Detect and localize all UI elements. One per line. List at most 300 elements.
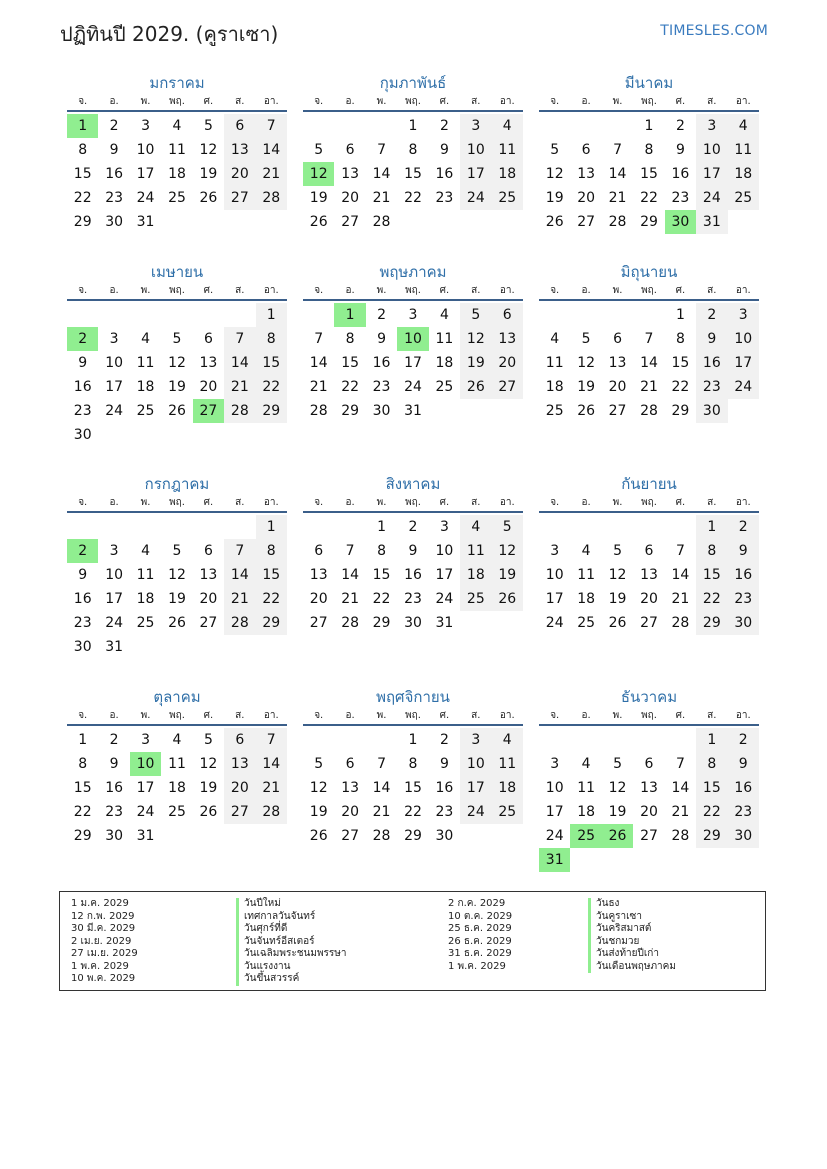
- month-name: ธันวาคม: [620, 688, 678, 706]
- day-cell: 29: [73, 828, 92, 844]
- day-cell: 6: [492, 303, 523, 327]
- weekday-label: ศ.: [675, 285, 686, 296]
- day-cell: 29: [256, 611, 287, 635]
- day-cell: 6: [644, 543, 654, 559]
- legend-holiday-name: วันส่งท้ายปีเก่า: [588, 948, 676, 961]
- day-cell: 22: [256, 587, 287, 611]
- day-grid: [539, 114, 759, 234]
- day-cell: 27: [341, 828, 360, 844]
- day-cell: 23: [435, 804, 454, 820]
- day-cell: 5: [314, 756, 324, 772]
- day-cell: 10: [136, 142, 155, 158]
- day-cell: 18: [168, 166, 186, 182]
- day-cell: 3: [460, 728, 491, 752]
- legend-holiday-name: วันคริสมาสต์: [588, 923, 676, 936]
- month-name: กันยายน: [621, 475, 677, 493]
- day-cell: 1: [408, 118, 418, 134]
- empty-cell: [633, 728, 664, 752]
- day-cell: 19: [309, 804, 328, 820]
- holiday-day-cell: 27: [193, 399, 224, 423]
- day-cell: 2: [408, 519, 418, 535]
- page-title: ปฏิทินปี 2029. (คูราเซา): [60, 22, 279, 46]
- day-cell: 17: [404, 355, 422, 371]
- day-cell: 15: [256, 563, 287, 587]
- month-block: [539, 473, 759, 635]
- day-cell: 23: [435, 190, 454, 206]
- weekday-label: อ.: [109, 285, 119, 296]
- day-cell: 7: [224, 539, 255, 563]
- day-cell: 28: [671, 828, 690, 844]
- day-cell: 28: [256, 186, 287, 210]
- month-name: มีนาคม: [624, 74, 674, 92]
- day-cell: 25: [728, 186, 759, 210]
- day-cell: 1: [696, 728, 727, 752]
- day-cell: 23: [73, 403, 92, 419]
- weekday-label: อา.: [735, 710, 751, 721]
- day-cell: 3: [728, 303, 759, 327]
- weekday-label: จ.: [78, 710, 88, 721]
- day-cell: 21: [309, 379, 328, 395]
- day-cell: 21: [372, 190, 391, 206]
- day-cell: 27: [640, 828, 658, 844]
- day-cell: 24: [460, 800, 491, 824]
- day-cell: 15: [256, 351, 287, 375]
- legend-date: 1 ม.ค. 2029: [71, 898, 129, 909]
- weekday-label: พ.: [140, 285, 151, 296]
- day-cell: 11: [168, 756, 186, 772]
- day-cell: 9: [728, 539, 759, 563]
- day-cell: 19: [199, 166, 218, 182]
- day-cell: 27: [608, 403, 627, 419]
- day-cell: 19: [309, 190, 328, 206]
- month-block: [303, 686, 523, 848]
- empty-cell: [602, 515, 633, 539]
- legend-names-left: [236, 898, 347, 986]
- day-cell: 9: [78, 567, 88, 583]
- month-block: [67, 261, 287, 447]
- day-cell: 2: [696, 303, 727, 327]
- day-cell: 9: [439, 756, 449, 772]
- day-cell: 14: [372, 780, 391, 796]
- day-cell: 4: [550, 331, 560, 347]
- legend-names-right: [588, 898, 676, 973]
- day-cell: 5: [550, 142, 560, 158]
- day-cell: 21: [341, 591, 360, 607]
- day-cell: 12: [608, 567, 627, 583]
- day-cell: 13: [640, 780, 658, 796]
- day-cell: 29: [671, 403, 690, 419]
- day-cell: 26: [199, 804, 218, 820]
- day-cell: 26: [309, 828, 328, 844]
- holiday-day-cell: 1: [67, 114, 98, 138]
- day-cell: 19: [199, 780, 218, 796]
- day-cell: 1: [675, 307, 685, 323]
- day-cell: 30: [435, 828, 454, 844]
- day-cell: 25: [492, 800, 523, 824]
- day-cell: 15: [671, 355, 690, 371]
- legend-date: 2 ก.ค. 2029: [448, 898, 506, 909]
- day-cell: 6: [314, 543, 324, 559]
- day-cell: 1: [644, 118, 654, 134]
- empty-cell: [665, 728, 696, 752]
- weekday-label: ส.: [471, 497, 481, 508]
- month-name: กุมภาพันธ์: [379, 74, 447, 92]
- weekday-label: จ.: [550, 285, 560, 296]
- day-cell: 26: [545, 214, 564, 230]
- month-name: ตุลาคม: [153, 688, 201, 706]
- month-block: [67, 686, 287, 848]
- weekday-header: [303, 283, 523, 301]
- legend-holiday-name: วันเดือนพฤษภาคม: [588, 961, 676, 974]
- day-cell: 30: [728, 611, 759, 635]
- day-cell: 17: [435, 567, 454, 583]
- day-cell: 15: [73, 780, 92, 796]
- day-grid: [303, 728, 523, 848]
- empty-cell: [224, 515, 255, 539]
- holiday-day-cell: 10: [130, 752, 161, 776]
- day-cell: 17: [460, 776, 491, 800]
- weekday-label: ศ.: [439, 497, 450, 508]
- day-cell: 10: [105, 567, 124, 583]
- legend-date: 1 พ.ค. 2029: [71, 960, 129, 972]
- weekday-label: จ.: [314, 285, 324, 296]
- legend-holiday-name: เทศกาลวันจันทร์: [236, 911, 347, 924]
- day-cell: 30: [404, 615, 422, 631]
- day-cell: 1: [78, 732, 88, 748]
- day-cell: 11: [577, 567, 596, 583]
- day-cell: 7: [675, 756, 685, 772]
- day-cell: 19: [460, 351, 491, 375]
- month-block: [67, 72, 287, 234]
- day-cell: 15: [404, 166, 422, 182]
- weekday-label: อ.: [345, 710, 355, 721]
- day-cell: 25: [136, 615, 155, 631]
- empty-cell: [633, 515, 664, 539]
- day-cell: 22: [404, 804, 422, 820]
- holiday-day-cell: 2: [67, 539, 98, 563]
- holiday-day-cell: 31: [539, 848, 570, 872]
- month-name: พฤศจิกายน: [376, 688, 450, 706]
- weekday-label: อ.: [581, 285, 591, 296]
- day-cell: 10: [435, 543, 454, 559]
- day-cell: 22: [372, 591, 391, 607]
- weekday-label: อา.: [263, 710, 279, 721]
- day-cell: 22: [73, 190, 92, 206]
- day-cell: 15: [341, 355, 360, 371]
- day-cell: 5: [613, 543, 623, 559]
- day-cell: 21: [671, 804, 690, 820]
- day-cell: 14: [224, 351, 255, 375]
- day-cell: 17: [136, 166, 155, 182]
- holiday-day-cell: 26: [602, 824, 633, 848]
- weekday-label: อา.: [735, 285, 751, 296]
- day-cell: 7: [345, 543, 355, 559]
- day-cell: 4: [581, 543, 591, 559]
- empty-cell: [602, 728, 633, 752]
- day-cell: 9: [78, 355, 88, 371]
- day-cell: 30: [73, 639, 92, 655]
- day-cell: 19: [608, 591, 627, 607]
- day-cell: 24: [136, 190, 155, 206]
- day-cell: 19: [608, 804, 627, 820]
- day-cell: 7: [644, 331, 654, 347]
- weekday-label: จ.: [314, 96, 324, 107]
- weekday-label: พ.: [376, 96, 387, 107]
- day-cell: 21: [372, 804, 391, 820]
- day-cell: 22: [256, 375, 287, 399]
- brand-link[interactable]: TIMESLES.COM: [660, 23, 768, 39]
- weekday-label: อ.: [345, 497, 355, 508]
- day-cell: 18: [492, 162, 523, 186]
- day-cell: 31: [136, 828, 155, 844]
- day-cell: 6: [613, 331, 623, 347]
- month-name: เมษายน: [150, 263, 204, 281]
- day-cell: 7: [613, 142, 623, 158]
- weekday-label: พฤ.: [405, 96, 421, 107]
- weekday-label: พฤ.: [169, 96, 185, 107]
- day-cell: 27: [199, 615, 218, 631]
- day-cell: 24: [105, 403, 124, 419]
- day-cell: 10: [460, 138, 491, 162]
- day-cell: 25: [492, 186, 523, 210]
- month-block: [539, 72, 759, 234]
- weekday-label: ส.: [707, 285, 717, 296]
- weekday-label: พ.: [140, 710, 151, 721]
- day-cell: 12: [577, 355, 596, 371]
- weekday-label: พฤ.: [405, 710, 421, 721]
- day-cell: 20: [341, 190, 360, 206]
- day-cell: 8: [256, 539, 287, 563]
- day-cell: 15: [372, 567, 391, 583]
- legend-holiday-name: วันศุกร์ที่ดี: [236, 923, 347, 936]
- day-cell: 24: [404, 379, 422, 395]
- day-cell: 9: [377, 331, 387, 347]
- day-cell: 7: [675, 543, 685, 559]
- day-cell: 18: [136, 379, 155, 395]
- day-cell: 21: [224, 587, 255, 611]
- weekday-label: ศ.: [439, 285, 450, 296]
- weekday-label: อา.: [263, 96, 279, 107]
- day-cell: 5: [613, 756, 623, 772]
- weekday-label: พฤ.: [641, 497, 657, 508]
- empty-cell: [303, 303, 334, 327]
- day-cell: 20: [608, 379, 627, 395]
- day-cell: 8: [696, 539, 727, 563]
- empty-cell: [539, 728, 570, 752]
- weekday-header: [303, 94, 523, 112]
- day-cell: 8: [256, 327, 287, 351]
- day-cell: 4: [581, 756, 591, 772]
- day-cell: 28: [671, 615, 690, 631]
- day-cell: 13: [492, 327, 523, 351]
- day-cell: 18: [545, 379, 564, 395]
- day-grid: [67, 728, 287, 848]
- empty-cell: [334, 728, 365, 752]
- month-block: [539, 686, 759, 872]
- legend-holiday-name: วันชกมวย: [588, 936, 676, 949]
- day-cell: 16: [696, 351, 727, 375]
- day-cell: 13: [199, 567, 218, 583]
- month-name: มกราคม: [149, 74, 205, 92]
- day-cell: 15: [696, 776, 727, 800]
- weekday-label: พ.: [376, 710, 387, 721]
- legend-date: 25 ธ.ค. 2029: [448, 923, 512, 934]
- month-name: พฤษภาคม: [379, 263, 447, 281]
- day-cell: 18: [435, 355, 454, 371]
- day-cell: 25: [435, 379, 454, 395]
- weekday-header: [67, 94, 287, 112]
- day-cell: 19: [577, 379, 596, 395]
- day-cell: 2: [439, 732, 449, 748]
- day-cell: 22: [341, 379, 360, 395]
- legend-holiday-name: วันจันทร์อีสเตอร์: [236, 936, 347, 949]
- day-cell: 13: [608, 355, 627, 371]
- weekday-label: พ.: [140, 96, 151, 107]
- day-cell: 19: [168, 379, 186, 395]
- day-cell: 24: [435, 591, 454, 607]
- day-cell: 30: [105, 828, 124, 844]
- day-cell: 21: [671, 591, 690, 607]
- legend-date: 31 ธ.ค. 2029: [448, 948, 512, 959]
- day-cell: 17: [545, 591, 564, 607]
- day-cell: 18: [492, 776, 523, 800]
- day-cell: 2: [728, 728, 759, 752]
- day-cell: 22: [696, 800, 727, 824]
- day-cell: 4: [492, 728, 523, 752]
- weekday-label: พ.: [612, 710, 623, 721]
- day-grid: [303, 114, 523, 234]
- day-cell: 16: [372, 355, 391, 371]
- weekday-label: พฤ.: [169, 497, 185, 508]
- day-cell: 10: [696, 138, 727, 162]
- day-cell: 18: [577, 591, 596, 607]
- legend-holiday-name: วันธง: [588, 898, 676, 911]
- empty-cell: [602, 303, 633, 327]
- day-cell: 16: [73, 591, 92, 607]
- empty-cell: [633, 303, 664, 327]
- day-cell: 29: [341, 403, 360, 419]
- day-cell: 31: [696, 210, 727, 234]
- day-cell: 17: [545, 804, 564, 820]
- day-cell: 14: [671, 567, 690, 583]
- day-cell: 16: [105, 780, 124, 796]
- weekday-label: อา.: [735, 497, 751, 508]
- holiday-day-cell: 30: [665, 210, 696, 234]
- day-cell: 11: [492, 138, 523, 162]
- empty-cell: [602, 114, 633, 138]
- day-cell: 25: [168, 190, 186, 206]
- weekday-label: ศ.: [675, 96, 686, 107]
- weekday-label: อา.: [499, 96, 515, 107]
- month-block: [303, 72, 523, 234]
- day-cell: 5: [581, 331, 591, 347]
- day-cell: 23: [671, 190, 690, 206]
- day-cell: 24: [136, 804, 155, 820]
- day-cell: 7: [256, 114, 287, 138]
- day-cell: 25: [136, 403, 155, 419]
- weekday-label: จ.: [78, 96, 88, 107]
- weekday-header: [539, 94, 759, 112]
- weekday-label: พฤ.: [169, 710, 185, 721]
- day-cell: 3: [550, 756, 560, 772]
- weekday-header: [303, 708, 523, 726]
- day-cell: 15: [404, 780, 422, 796]
- day-cell: 6: [345, 756, 355, 772]
- day-cell: 24: [728, 375, 759, 399]
- weekday-label: ส.: [707, 96, 717, 107]
- day-cell: 29: [696, 824, 727, 848]
- day-cell: 30: [372, 403, 391, 419]
- weekday-label: จ.: [550, 710, 560, 721]
- day-cell: 11: [168, 142, 186, 158]
- day-cell: 8: [345, 331, 355, 347]
- empty-cell: [67, 515, 98, 539]
- weekday-label: ศ.: [675, 710, 686, 721]
- day-cell: 3: [109, 331, 119, 347]
- weekday-label: อ.: [345, 285, 355, 296]
- weekday-label: พ.: [140, 497, 151, 508]
- day-cell: 16: [728, 563, 759, 587]
- weekday-label: จ.: [314, 710, 324, 721]
- day-cell: 4: [141, 331, 151, 347]
- weekday-label: พฤ.: [405, 497, 421, 508]
- day-cell: 28: [341, 615, 360, 631]
- day-cell: 14: [256, 138, 287, 162]
- day-cell: 7: [377, 142, 387, 158]
- day-cell: 10: [545, 780, 564, 796]
- weekday-label: ศ.: [675, 497, 686, 508]
- day-cell: 22: [696, 587, 727, 611]
- day-cell: 14: [341, 567, 360, 583]
- weekday-label: พ.: [612, 285, 623, 296]
- day-cell: 30: [696, 399, 727, 423]
- weekday-label: ศ.: [203, 96, 214, 107]
- day-cell: 23: [73, 615, 92, 631]
- weekday-label: อ.: [581, 710, 591, 721]
- day-cell: 20: [309, 591, 328, 607]
- day-cell: 29: [696, 611, 727, 635]
- holiday-day-cell: 12: [303, 162, 334, 186]
- day-cell: 13: [199, 355, 218, 371]
- month-name: มิถุนายน: [620, 263, 678, 281]
- day-cell: 11: [136, 567, 155, 583]
- day-cell: 13: [577, 166, 596, 182]
- day-cell: 11: [460, 539, 491, 563]
- empty-cell: [130, 303, 161, 327]
- day-cell: 10: [728, 327, 759, 351]
- day-cell: 26: [608, 615, 627, 631]
- day-cell: 23: [404, 591, 422, 607]
- day-cell: 9: [109, 756, 119, 772]
- weekday-label: จ.: [78, 285, 88, 296]
- day-cell: 12: [199, 756, 218, 772]
- weekday-label: อา.: [263, 285, 279, 296]
- day-cell: 27: [492, 375, 523, 399]
- holiday-day-cell: 25: [570, 824, 601, 848]
- day-grid: [539, 515, 759, 635]
- day-cell: 17: [728, 351, 759, 375]
- day-cell: 25: [460, 587, 491, 611]
- weekday-label: พฤ.: [641, 96, 657, 107]
- day-cell: 11: [577, 780, 596, 796]
- day-cell: 17: [105, 591, 124, 607]
- weekday-label: ส.: [707, 710, 717, 721]
- empty-cell: [334, 114, 365, 138]
- empty-cell: [366, 114, 397, 138]
- day-cell: 9: [675, 142, 685, 158]
- day-cell: 15: [640, 166, 658, 182]
- weekday-label: อา.: [499, 285, 515, 296]
